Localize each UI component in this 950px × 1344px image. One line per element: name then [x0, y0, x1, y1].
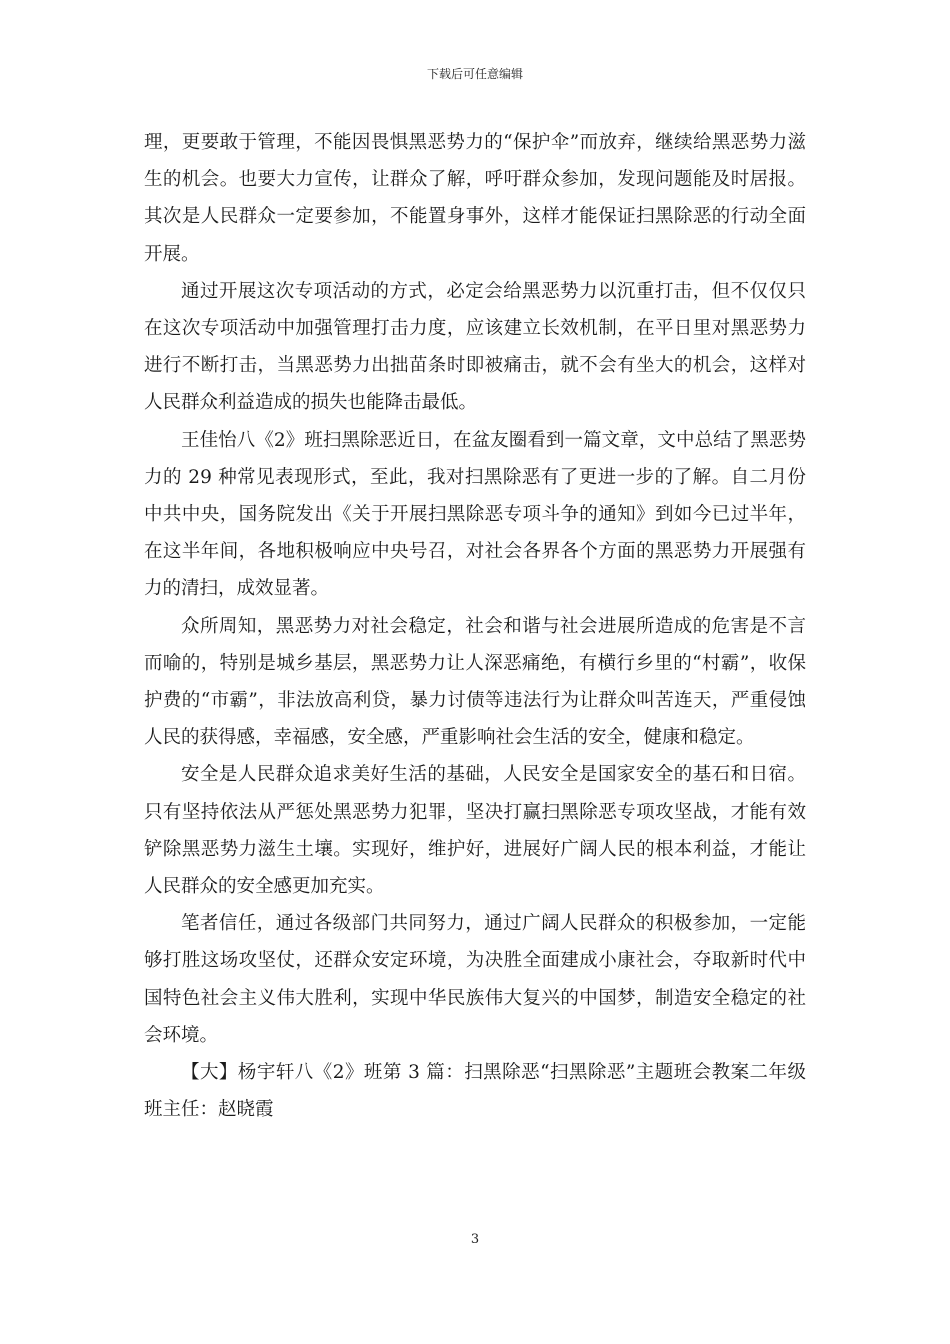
paragraph-7: 【大】杨宇轩八《2》班第 3 篇：扫黑除恶“扫黑除恶”主题班会教案二年级班主任：赵晓霞	[144, 1062, 806, 1121]
paragraph-4: 众所周知，黑恶势力对社会稳定，社会和谐与社会进展所造成的危害是不言而喻的，特别是城乡基层，黑恶势力让人深恶痛绝，有横行乡里的“村霸”，收保护费的“市霸”，非法放高利贷，暴力讨债等违法行为让群众叫苦连天，严重侵蚀人民的获得感，幸福感，安全感，严重影响社会生活的安全，健康和稳定。	[144, 615, 806, 749]
paragraph-6: 笔者信任，通过各级部门共同努力，通过广阔人民群众的积极参加，一定能够打胜这场攻坚仗，还群众安定环境，为决胜全面建成小康社会，夺取新时代中国特色社会主义伟大胜利，实现中华民族伟大复兴的中国梦，制造安全稳定的社会环境。	[144, 913, 806, 1046]
document-body	[144, 124, 806, 1128]
paragraph-5: 安全是人民群众追求美好生活的基础，人民安全是国家安全的基石和日宿。只有坚持依法从严惩处黑恶势力犯罪，坚决打赢扫黑除恶专项攻坚战，才能有效铲除黑恶势力滋生土壤。实现好，维护好，进展好广阔人民的根本利益，才能让人民群众的安全感更加充实。	[144, 764, 806, 898]
paragraph-3: 王佳怡八《2》班扫黑除恶近日，在盆友圈看到一篇文章，文中总结了黑恶势力的 29 种常见表现形式，至此，我对扫黑除恶有了更进一步的了解。自二月份中共中央，国务院发出《关于开展扫黑除恶专项斗争的通知》到如今已过半年，在这半年间，各地积极响应中央号召，对社会各界各个方面的黑恶势力开展强有力的清扫，成效显著。	[144, 429, 806, 600]
page-number: 3	[470, 1232, 480, 1247]
paragraph-1: 理，更要敢于管理，不能因畏惧黑恶势力的“保护伞”而放弃，继续给黑恶势力滋生的机会。也要大力宣传，让群众了解，呼吁群众参加，发现问题能及时居报。其次是人民群众一定要参加，不能置身事外，这样才能保证扫黑除恶的行动全面开展。	[144, 132, 806, 265]
paragraph-2: 通过开展这次专项活动的方式，必定会给黑恶势力以沉重打击，但不仅仅只在这次专项活动中加强管理打击力度，应该建立长效机制，在平日里对黑恶势力进行不断打击，当黑恶势力出拙苗条时即被痛击，就不会有坐大的机会，这样对人民群众利益造成的损失也能降击最低。	[144, 280, 806, 414]
page-header-note: 下载后可任意编辑	[426, 67, 523, 81]
